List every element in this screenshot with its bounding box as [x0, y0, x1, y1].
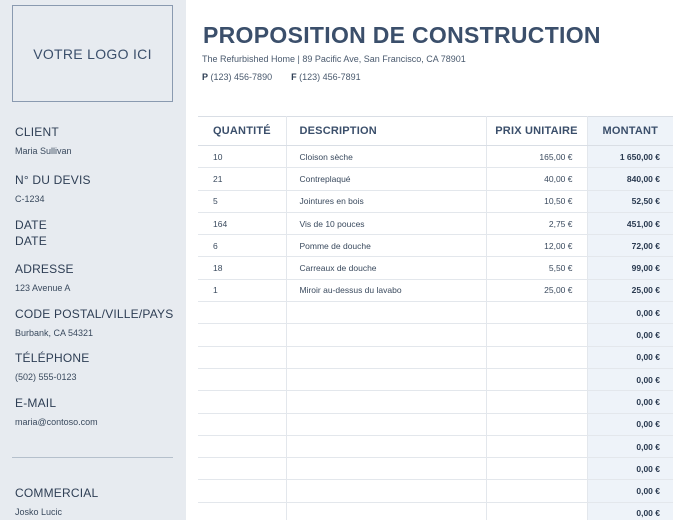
postal-value[interactable]: Burbank, CA 54321: [15, 328, 94, 338]
cell-unit-price[interactable]: [486, 368, 587, 390]
cell-quantity[interactable]: [198, 458, 286, 480]
cell-amount: 25,00 €: [587, 279, 673, 301]
table-row: [198, 502, 673, 520]
cell-description[interactable]: Cloison sèche: [286, 146, 486, 168]
phone-field: [15, 350, 180, 383]
table-row: [198, 324, 673, 346]
sales-label: COMMERCIAL: [15, 486, 99, 500]
cell-amount: 72,00 €: [587, 235, 673, 257]
cell-quantity[interactable]: [198, 324, 286, 346]
cell-description[interactable]: Miroir au-dessus du lavabo: [286, 279, 486, 301]
cell-quantity[interactable]: 21: [198, 168, 286, 190]
cell-unit-price[interactable]: [486, 346, 587, 368]
cell-amount: 0,00 €: [587, 435, 673, 457]
cell-amount: 0,00 €: [587, 324, 673, 346]
table-row: [198, 346, 673, 368]
cell-unit-price[interactable]: 2,75 €: [486, 212, 587, 234]
address-field: [15, 261, 180, 294]
postal-label: CODE POSTAL/VILLE/PAYS: [15, 307, 174, 321]
cell-description[interactable]: [286, 324, 486, 346]
table-row: [198, 168, 673, 190]
cell-unit-price[interactable]: [486, 480, 587, 502]
cell-description[interactable]: [286, 302, 486, 324]
table-row: [198, 435, 673, 457]
cell-description[interactable]: [286, 458, 486, 480]
cell-unit-price[interactable]: 165,00 €: [486, 146, 587, 168]
table-row: [198, 391, 673, 413]
sales-value[interactable]: Josko Lucic: [15, 507, 63, 517]
cell-description[interactable]: [286, 502, 486, 520]
items-table: [198, 116, 673, 520]
cell-quantity[interactable]: 18: [198, 257, 286, 279]
table-row: [198, 146, 673, 168]
cell-description[interactable]: Contreplaqué: [286, 168, 486, 190]
table-row: [198, 480, 673, 502]
cell-quantity[interactable]: 5: [198, 190, 286, 212]
cell-description[interactable]: Vis de 10 pouces: [286, 212, 486, 234]
address-value[interactable]: 123 Avenue A: [15, 283, 71, 293]
sidebar: [0, 0, 186, 520]
cell-quantity[interactable]: 6: [198, 235, 286, 257]
table-row: [198, 190, 673, 212]
cell-description[interactable]: [286, 391, 486, 413]
cell-unit-price[interactable]: [486, 502, 587, 520]
cell-amount: 0,00 €: [587, 458, 673, 480]
fax-prefix: F: [291, 72, 297, 82]
cell-quantity[interactable]: 164: [198, 212, 286, 234]
table-row: [198, 257, 673, 279]
cell-unit-price[interactable]: [486, 413, 587, 435]
cell-description[interactable]: Jointures en bois: [286, 190, 486, 212]
logo-placeholder[interactable]: [12, 5, 173, 102]
cell-quantity[interactable]: [198, 368, 286, 390]
sales-field: [15, 485, 180, 518]
cell-quantity[interactable]: 10: [198, 146, 286, 168]
company-fax: (123) 456-7891: [299, 72, 361, 82]
cell-unit-price[interactable]: 10,50 €: [486, 190, 587, 212]
client-label: CLIENT: [15, 125, 59, 139]
table-row: [198, 458, 673, 480]
cell-description[interactable]: [286, 413, 486, 435]
cell-unit-price[interactable]: 40,00 €: [486, 168, 587, 190]
cell-description[interactable]: Pomme de douche: [286, 235, 486, 257]
phone-value[interactable]: (502) 555-0123: [15, 372, 77, 382]
company-phone: (123) 456-7890: [210, 72, 273, 82]
header-quantity: QUANTITÉ: [198, 117, 286, 146]
cell-quantity[interactable]: [198, 346, 286, 368]
table-row: [198, 279, 673, 301]
company-address: The Refurbished Home | 89 Pacific Ave, San Francisco, CA 78901: [202, 54, 466, 64]
cell-unit-price[interactable]: 12,00 €: [486, 235, 587, 257]
cell-quantity[interactable]: 1: [198, 279, 286, 301]
postal-field: [15, 306, 180, 339]
cell-unit-price[interactable]: [486, 458, 587, 480]
quote-number-field: [15, 172, 180, 205]
cell-amount: 0,00 €: [587, 368, 673, 390]
phone-prefix: P: [202, 72, 209, 82]
cell-amount: 0,00 €: [587, 480, 673, 502]
page-title: PROPOSITION DE CONSTRUCTION: [203, 22, 601, 48]
cell-quantity[interactable]: [198, 435, 286, 457]
cell-amount: 52,50 €: [587, 190, 673, 212]
header-unit-price: PRIX UNITAIRE: [486, 117, 587, 146]
cell-unit-price[interactable]: [486, 324, 587, 346]
cell-unit-price[interactable]: 25,00 €: [486, 279, 587, 301]
date-value[interactable]: DATE: [15, 234, 47, 248]
cell-amount: 840,00 €: [587, 168, 673, 190]
client-value[interactable]: Maria Sullivan: [15, 146, 72, 156]
sidebar-divider: [12, 457, 173, 458]
date-label: DATE: [15, 218, 47, 232]
cell-quantity[interactable]: [198, 413, 286, 435]
cell-quantity[interactable]: [198, 502, 286, 520]
company-phones: [202, 72, 361, 82]
address-label: ADRESSE: [15, 262, 74, 276]
table-row: [198, 413, 673, 435]
quote-number-value[interactable]: C-1234: [15, 194, 45, 204]
table-row: [198, 368, 673, 390]
email-label: E-MAIL: [15, 396, 57, 410]
email-field: [15, 395, 180, 428]
table-header-row: [198, 117, 673, 146]
table-row: [198, 235, 673, 257]
cell-quantity[interactable]: [198, 480, 286, 502]
cell-unit-price[interactable]: [486, 435, 587, 457]
cell-amount: 99,00 €: [587, 257, 673, 279]
cell-quantity[interactable]: [198, 391, 286, 413]
header-description: DESCRIPTION: [286, 117, 486, 146]
cell-description[interactable]: [286, 480, 486, 502]
cell-amount: 451,00 €: [587, 212, 673, 234]
quote-number-label: N° DU DEVIS: [15, 173, 91, 187]
cell-unit-price[interactable]: [486, 302, 587, 324]
cell-amount: 1 650,00 €: [587, 146, 673, 168]
cell-unit-price[interactable]: 5,50 €: [486, 257, 587, 279]
cell-amount: 0,00 €: [587, 413, 673, 435]
header-amount: MONTANT: [587, 117, 673, 146]
table-row: [198, 212, 673, 234]
client-field: [15, 124, 180, 157]
cell-description[interactable]: [286, 368, 486, 390]
cell-description[interactable]: [286, 346, 486, 368]
cell-amount: 0,00 €: [587, 346, 673, 368]
table-row: [198, 302, 673, 324]
cell-amount: 0,00 €: [587, 502, 673, 520]
cell-amount: 0,00 €: [587, 302, 673, 324]
cell-description[interactable]: Carreaux de douche: [286, 257, 486, 279]
items-table-container: [198, 116, 673, 520]
email-value[interactable]: maria@contoso.com: [15, 417, 98, 427]
logo-text: VOTRE LOGO ICI: [33, 45, 152, 62]
date-field: [15, 217, 180, 249]
phone-label: TÉLÉPHONE: [15, 351, 90, 365]
cell-amount: 0,00 €: [587, 391, 673, 413]
cell-quantity[interactable]: [198, 302, 286, 324]
cell-description[interactable]: [286, 435, 486, 457]
cell-unit-price[interactable]: [486, 391, 587, 413]
